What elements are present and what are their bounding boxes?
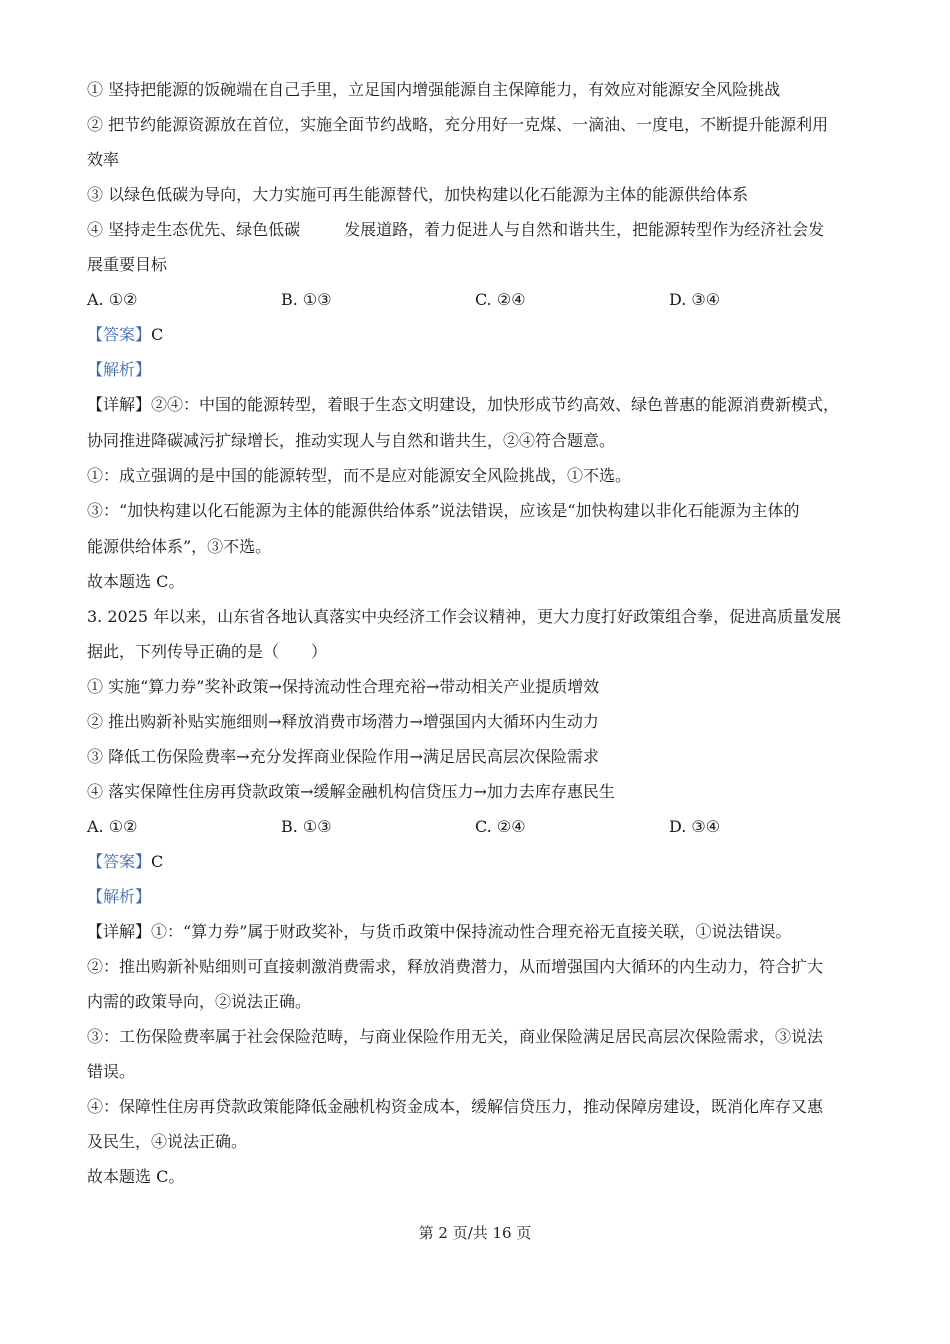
- q2-item-4a: [87, 214, 867, 249]
- q2-option-c: C. ②④: [475, 290, 526, 309]
- q3-detail-1-text: ①：“算力券”属于财政奖补，与货币政策中保持流动性合理充裕无直接关联，①说法错误。: [151, 922, 792, 941]
- q3-detail-4b: 及民生，④说法正确。: [87, 1132, 248, 1151]
- q2-option-a: A. ①②: [87, 290, 138, 309]
- q3-analysis: [87, 881, 867, 916]
- q2-detail-1b: 协同推进降碳减污扩绿增长，推动实现人与自然和谐共生，②④符合题意。: [87, 431, 616, 450]
- q3-detail-3b: 错误。: [87, 1062, 136, 1081]
- q3-answer-tag: 【答案】: [87, 852, 152, 871]
- q2-item-3: ③ 以绿色低碳为导向，大力实施可再生能源替代，加快构建以化石能源为主体的能源供给体系: [87, 185, 749, 204]
- q3-item-3: ③ 降低工伤保险费率→充分发挥商业保险作用→满足居民高层次保险需求: [87, 747, 599, 766]
- q3-conclusion: 故本题选 C。: [87, 1167, 185, 1186]
- q3-detail-2a: ②：推出购新补贴细则可直接刺激消费需求，释放消费潜力，从而增强国内大循环的内生动力，符合扩大: [87, 957, 824, 976]
- q2-answer-value: C: [151, 325, 164, 344]
- q2-detail-tag: 【详解】: [87, 395, 152, 414]
- q3-detail-3a: ③：工伤保险费率属于社会保险范畴，与商业保险作用无关，商业保险满足居民高层次保险需求，③说法: [87, 1027, 824, 1046]
- q2-analysis: [87, 354, 867, 389]
- q3-analysis-tag: 【解析】: [87, 887, 152, 906]
- q2-item-4a-part1: ④ 坚持走生态优先、绿色低碳: [87, 220, 301, 239]
- q3-detail-2b: 内需的政策导向，②说法正确。: [87, 992, 312, 1011]
- q2-detail-1a: [87, 389, 867, 425]
- q2-answer: [87, 319, 867, 354]
- q3-option-d: D. ③④: [669, 817, 721, 836]
- q2-option-b: B. ①③: [281, 290, 332, 309]
- q3-answer-value: C: [151, 852, 164, 871]
- q2-answer-tag: 【答案】: [87, 325, 152, 344]
- q3-stem-a: 3. 2025 年以来，山东省各地认真落实中央经济工作会议精神，更大力度打好政策组合拳，促进高质量发展: [87, 607, 842, 626]
- q2-item-2b: 效率: [87, 150, 120, 169]
- q2-detail-2: ①：成立强调的是中国的能源转型，而不是应对能源安全风险挑战，①不选。: [87, 466, 632, 485]
- q3-options: [87, 811, 867, 846]
- q2-item-4b: 展重要目标: [87, 255, 168, 274]
- q2-item-1: ① 坚持把能源的饭碗端在自己手里，立足国内增强能源自主保障能力，有效应对能源安全风险挑战: [87, 80, 781, 99]
- q2-detail-3a: ③：“加快构建以化石能源为主体的能源供给体系”说法错误，应该是“加快构建以非化石能源为主体的: [87, 501, 800, 520]
- q3-item-1: ① 实施“算力券”奖补政策→保持流动性合理充裕→带动相关产业提质增效: [87, 677, 600, 696]
- q2-detail-1a-text: ②④：中国的能源转型，着眼于生态文明建设，加快形成节约高效、绿色普惠的能源消费新模式，: [151, 395, 840, 414]
- page-footer: 第 2 页/共 16 页: [418, 1224, 532, 1242]
- q3-detail-1: [87, 916, 867, 951]
- q2-option-d: D. ③④: [669, 290, 721, 309]
- q3-stem-b: 据此，下列传导正确的是（ ）: [87, 642, 328, 661]
- q2-item-2a: ② 把节约能源资源放在首位，实施全面节约战略，充分用好一克煤、一滴油、一度电，不断提升能源利用: [87, 115, 829, 134]
- q2-analysis-tag: 【解析】: [87, 360, 152, 379]
- q3-item-4: ④ 落实保障性住房再贷款政策→缓解金融机构信贷压力→加力去库存惠民生: [87, 782, 615, 801]
- q2-detail-3b: 能源供给体系”，③不选。: [87, 537, 272, 556]
- q2-item-4a-part2: 发展道路，着力促进人与自然和谐共生，把能源转型作为经济社会发: [344, 220, 825, 239]
- q3-detail-4a: ④：保障性住房再贷款政策能降低金融机构资金成本，缓解信贷压力，推动保障房建设，既消化库存又惠: [87, 1097, 824, 1116]
- q2-options: [87, 284, 867, 319]
- q2-conclusion: 故本题选 C。: [87, 572, 185, 591]
- document-page: [87, 74, 867, 1196]
- q3-answer: [87, 846, 867, 881]
- q3-detail-tag: 【详解】: [87, 922, 152, 941]
- q3-option-a: A. ①②: [87, 817, 138, 836]
- q3-item-2: ② 推出购新补贴实施细则→释放消费市场潜力→增强国内大循环内生动力: [87, 712, 599, 731]
- q3-option-b: B. ①③: [281, 817, 332, 836]
- q3-option-c: C. ②④: [475, 817, 526, 836]
